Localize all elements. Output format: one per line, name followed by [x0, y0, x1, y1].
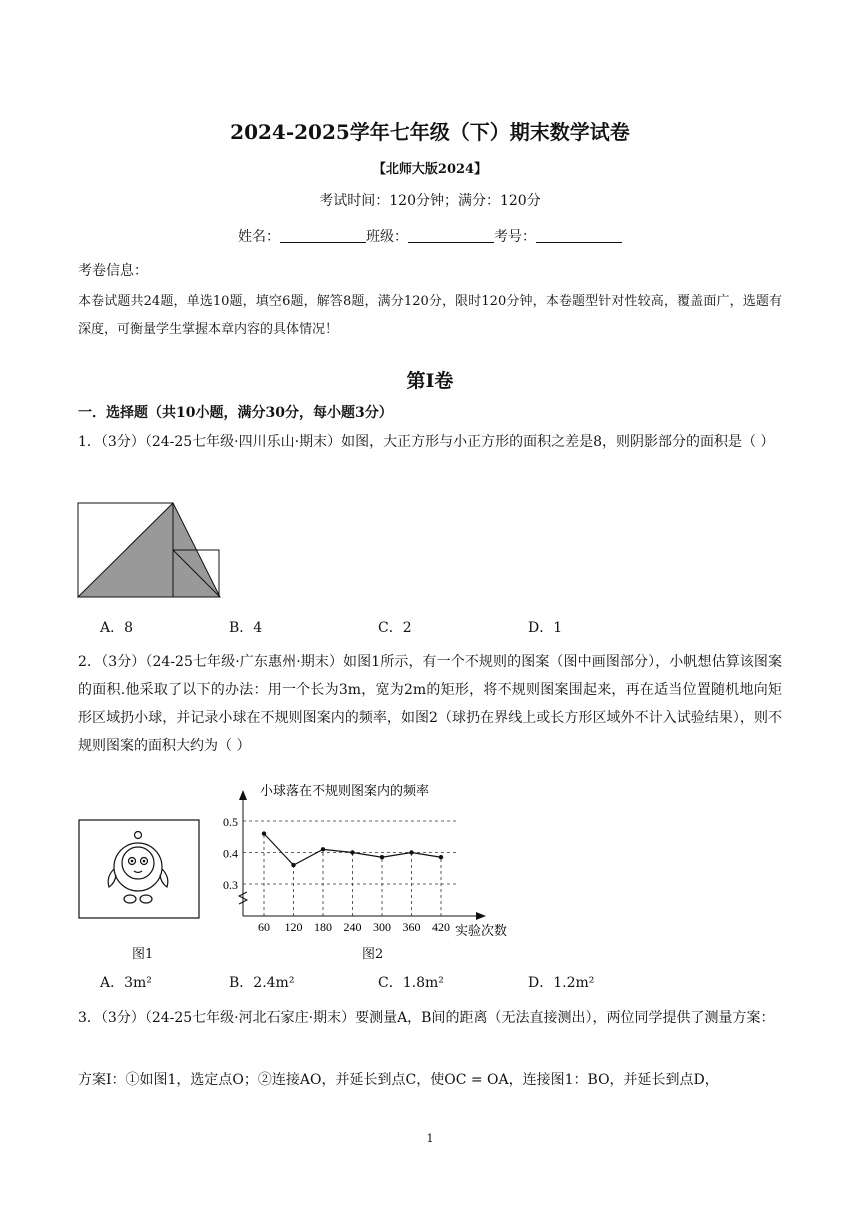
- data-point: [321, 847, 325, 851]
- data-point: [262, 831, 266, 835]
- info-text: 本卷试题共24题，单选10题，填空6题，解答8题，满分120分，限时120分钟，本卷题型针对性较高，覆盖面广，选题有深度，可衡量学生掌握本章内容的具体情况！: [78, 294, 782, 337]
- chart-title: 小球落在不规则图案内的频率: [260, 783, 430, 798]
- figure-1-caption: 图1: [132, 947, 154, 962]
- x-tick-label: 420: [432, 920, 450, 934]
- x-axis-arrow: [476, 912, 486, 920]
- question-3-plan: 方案Ⅰ：①如图1，选定点O；②连接AO，并延长到点C，使OC = OA，连接图1：BO，并延长到点D，: [78, 1072, 719, 1088]
- figure-1-rectangle: [79, 820, 199, 918]
- y-axis-arrow: [239, 790, 247, 800]
- section-title: 第Ⅰ卷: [406, 370, 454, 392]
- page-number: 1: [426, 1132, 434, 1145]
- figure-2-caption: 图2: [362, 947, 384, 962]
- x-tick-label: 360: [402, 920, 421, 934]
- edition-label: 【北师大版2024】: [372, 162, 488, 177]
- x-tick-label: 300: [373, 920, 391, 934]
- class-label: 班级：: [366, 229, 408, 245]
- x-tick-label: 60: [258, 920, 270, 934]
- q2-option-a: A．3m²: [100, 975, 152, 991]
- q1-option-a: A．8: [100, 620, 134, 636]
- q1-option-c: C．2: [378, 620, 412, 636]
- question-2-text: 2．（3分）（24-25七年级·广东惠州·期末）如图1所示，有一个不规则的图案（图中画图部分），小帆想估算该图案的面积.他采取了以下的办法：用一个长为3m，宽为2m的矩形，将不规则图案围起来，再在适当位置随机地向矩形区域扔小球，并记录小球在不规则图案内的频率，如图2（球扔在界线上或长方形区域外不计入试验结果），则不规则图案的面积大约为（ ）: [78, 654, 782, 754]
- y-tick-label: 0.3: [223, 878, 238, 892]
- frequency-chart: [212, 778, 532, 940]
- data-point: [380, 855, 384, 859]
- x-tick-label: 240: [343, 920, 362, 934]
- y-tick-label: 0.5: [223, 815, 238, 829]
- name-label: 姓名：: [238, 229, 280, 245]
- cartoon-figure: [108, 832, 168, 904]
- info-label: 考卷信息：: [78, 263, 148, 279]
- data-point: [291, 863, 295, 867]
- q2-option-c: C．1.8m²: [378, 975, 444, 991]
- x-axis-label: 实验次数: [455, 923, 508, 938]
- q2-option-b: B．2.4m²: [229, 975, 295, 991]
- data-point: [439, 855, 443, 859]
- q1-option-b: B．4: [229, 620, 263, 636]
- q1-option-d: D．1: [528, 620, 563, 636]
- question-1-figure: [77, 502, 221, 598]
- id-label: 考号：: [494, 229, 536, 245]
- name-blank: [280, 228, 366, 243]
- page-title: 2024-2025学年七年级（下）期末数学试卷: [230, 120, 630, 144]
- figure-1-drawing: [78, 819, 200, 919]
- x-tick-label: 180: [314, 920, 332, 934]
- question-1-text: 1．（3分）（24-25七年级·四川乐山·期末）如图，大正方形与小正方形的面积之差是8，则阴影部分的面积是（ ）: [78, 434, 775, 450]
- x-tick-label: 120: [284, 920, 303, 934]
- exam-time: 考试时间：120分钟；满分：120分: [319, 193, 541, 209]
- y-tick-label: 0.4: [223, 846, 238, 861]
- class-blank: [408, 228, 494, 243]
- axis-break-icon: [239, 892, 247, 904]
- data-point: [409, 850, 413, 854]
- id-blank: [536, 228, 622, 243]
- question-3-text: 3．（3分）（24-25七年级·河北石家庄·期末）要测量A，B间的距离（无法直接测出），两位同学提供了测量方案：: [78, 1010, 775, 1026]
- data-point: [350, 850, 354, 854]
- q2-option-d: D．1.2m²: [528, 975, 595, 991]
- student-info-line: [0, 226, 860, 246]
- part-one-heading: 一．选择题（共10小题，满分30分，每小题3分）: [78, 405, 393, 421]
